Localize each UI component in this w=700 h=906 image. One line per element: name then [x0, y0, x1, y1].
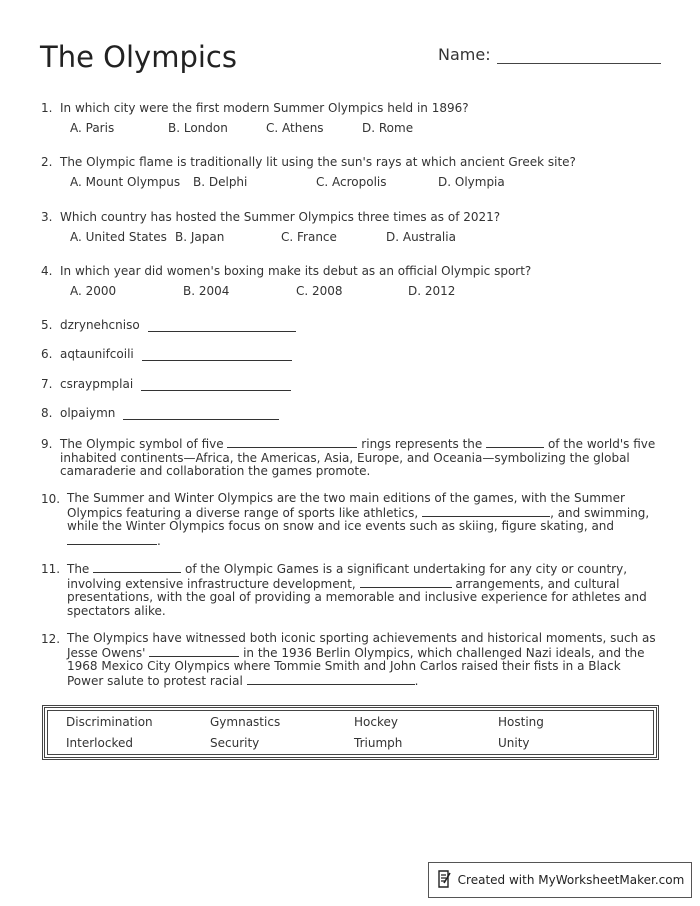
- footer-text: Created with MyWorksheetMaker.com: [457, 873, 685, 887]
- question-text: , and swimming, while the Winter Olympics focus on snow and ice events such as skiing, figure skating, and: [67, 505, 650, 533]
- word-bank-item: Hosting: [498, 715, 544, 729]
- word-bank-item: Triumph: [354, 736, 403, 750]
- question-number: 3.: [41, 210, 53, 224]
- question-number: 4.: [41, 264, 53, 278]
- answer-blank[interactable]: [148, 319, 296, 332]
- question-text: Which country has hosted the Summer Olympics three times as of 2021?: [60, 210, 501, 224]
- answer-blank[interactable]: [422, 506, 550, 517]
- fill-question-12: [41, 632, 656, 688]
- answer-blank[interactable]: [67, 534, 157, 545]
- name-blank[interactable]: [497, 45, 661, 64]
- choice-d[interactable]: D. Rome: [362, 121, 414, 135]
- word-bank-item: Unity: [498, 736, 530, 750]
- question-text: In which year did women's boxing make its debut as an official Olympic sport?: [60, 264, 532, 278]
- question-number: 1.: [41, 101, 53, 115]
- question-1: [41, 101, 630, 137]
- answer-blank[interactable]: [123, 407, 279, 420]
- choice-b[interactable]: B. 2004: [183, 284, 230, 298]
- question-text: of the world's five inhabited continents—Africa, the Americas, Asia, Europe, and Oceania—symbolizing the global camaraderie and collaboration the games promote.: [60, 437, 656, 478]
- choice-a[interactable]: A. 2000: [70, 284, 117, 298]
- question-text: The Olympics have witnessed both iconic sporting achievements and historical moments, such as Jesse Owens': [67, 631, 656, 660]
- answer-blank[interactable]: [227, 437, 357, 448]
- choice-c[interactable]: C. Athens: [266, 121, 324, 135]
- choice-c[interactable]: C. 2008: [296, 284, 343, 298]
- choice-c[interactable]: C. Acropolis: [316, 175, 387, 189]
- choice-d[interactable]: D. Australia: [386, 230, 456, 244]
- answer-blank[interactable]: [247, 674, 415, 685]
- question-2: [41, 155, 630, 191]
- scrambled-word: olpaiymn: [60, 406, 116, 420]
- answer-blank[interactable]: [93, 562, 181, 573]
- question-number: 9.: [41, 437, 53, 451]
- question-text: arrangements, and cultural presentations, with the goal of providing a memorable and inclusive experience for athletes and spectators alike.: [67, 576, 647, 618]
- answer-blank[interactable]: [141, 378, 291, 391]
- question-text: The Olympic symbol of five: [60, 437, 224, 451]
- scrambled-word: dzrynehcniso: [60, 318, 140, 332]
- scrambled-word: aqtaunifcoili: [60, 347, 134, 361]
- scramble-8: [41, 406, 279, 420]
- answer-blank[interactable]: [149, 646, 239, 657]
- question-number: 8.: [41, 406, 53, 420]
- name-label: Name:: [438, 45, 491, 64]
- word-bank-item: Interlocked: [66, 736, 133, 750]
- question-text: The Olympic flame is traditionally lit using the sun's rays at which ancient Greek site?: [60, 155, 576, 169]
- choice-d[interactable]: D. 2012: [408, 284, 456, 298]
- name-field[interactable]: [438, 45, 661, 64]
- question-text: in the 1936 Berlin Olympics, which challenged Nazi ideals, and the 1968 Mexico City Olympics where Tommie Smith and John Carlos raised their fists in a Black Power salute to protest racial: [67, 645, 645, 688]
- question-number: 10.: [41, 492, 61, 506]
- choice-c[interactable]: C. France: [281, 230, 337, 244]
- question-text: .: [414, 673, 419, 688]
- question-number: 6.: [41, 347, 53, 361]
- word-bank: [42, 705, 659, 760]
- question-text: In which city were the first modern Summer Olympics held in 1896?: [60, 101, 469, 115]
- choice-a[interactable]: A. Mount Olympus: [70, 175, 181, 189]
- question-number: 2.: [41, 155, 53, 169]
- choice-b[interactable]: B. Japan: [175, 230, 225, 244]
- question-text: of the Olympic Games is a significant undertaking for any city or country, involving extensive infrastructure development,: [67, 562, 628, 591]
- word-bank-item: Hockey: [354, 715, 398, 729]
- question-number: 11.: [41, 562, 61, 576]
- page-title: The Olympics: [40, 40, 237, 74]
- choice-a[interactable]: A. Paris: [70, 121, 115, 135]
- scramble-5: [41, 318, 296, 332]
- word-bank-item: Discrimination: [66, 715, 153, 729]
- answer-blank[interactable]: [142, 348, 292, 361]
- choice-b[interactable]: B. Delphi: [193, 175, 248, 189]
- answer-blank[interactable]: [486, 437, 544, 448]
- scrambled-word: csraypmplai: [60, 377, 134, 391]
- question-3: [41, 210, 630, 246]
- word-bank-item: Security: [210, 736, 260, 750]
- question-number: 5.: [41, 318, 53, 332]
- question-number: 7.: [41, 377, 53, 391]
- choice-d[interactable]: D. Olympia: [438, 175, 505, 189]
- question-text: .: [157, 533, 161, 548]
- fill-question-10: [41, 492, 656, 548]
- footer-credit[interactable]: [428, 862, 692, 898]
- worksheet-maker-logo-icon: [436, 869, 458, 892]
- choice-b[interactable]: B. London: [168, 121, 228, 135]
- fill-question-11: [41, 562, 656, 618]
- question-4: [41, 264, 630, 300]
- word-bank-item: Gymnastics: [210, 715, 281, 729]
- answer-blank[interactable]: [360, 577, 452, 588]
- question-text: rings represents the: [361, 437, 483, 451]
- question-text: The: [67, 562, 90, 576]
- fill-question-9: [41, 437, 656, 479]
- scramble-7: [41, 377, 291, 391]
- scramble-6: [41, 347, 292, 361]
- question-number: 12.: [41, 632, 61, 646]
- question-text: The Summer and Winter Olympics are the two main editions of the games, with the Summer Olympics featuring a diverse range of sports like athletics,: [67, 491, 625, 520]
- choice-a[interactable]: A. United States: [70, 230, 167, 244]
